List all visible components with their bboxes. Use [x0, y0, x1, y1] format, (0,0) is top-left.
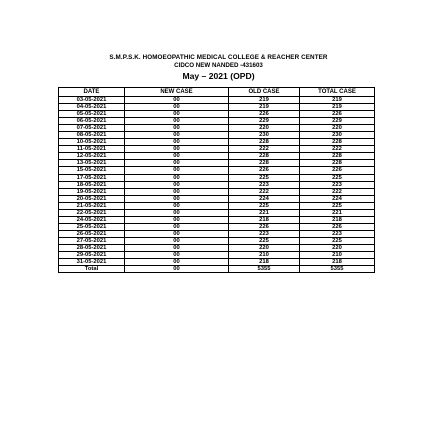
- total-case-cell: 230: [300, 132, 375, 139]
- old-case-cell: 228: [229, 153, 300, 160]
- old-case-cell: 223: [229, 181, 300, 188]
- old-case-cell: 230: [229, 132, 300, 139]
- table-row: [59, 160, 375, 167]
- table-row: [59, 153, 375, 160]
- date-cell: 25-05-2021: [59, 223, 125, 230]
- table-row: [59, 223, 375, 230]
- table-row: [59, 97, 375, 104]
- table-row: [59, 139, 375, 146]
- date-cell: 17-05-2021: [59, 174, 125, 181]
- table-row: [59, 125, 375, 132]
- date-cell: 07-05-2021: [59, 125, 125, 132]
- total-case-cell: 224: [300, 195, 375, 202]
- old-case-cell: 228: [229, 139, 300, 146]
- new-case-cell: 00: [125, 244, 229, 251]
- old-case-cell: 225: [229, 237, 300, 244]
- new-case-cell: 00: [125, 132, 229, 139]
- table-row: [59, 202, 375, 209]
- table-row: [59, 167, 375, 174]
- new-case-cell: 00: [125, 230, 229, 237]
- table-row: [59, 195, 375, 202]
- date-cell: 27-05-2021: [59, 237, 125, 244]
- date-cell: 18-05-2021: [59, 181, 125, 188]
- table-row: [59, 111, 375, 118]
- total-case-cell: 225: [300, 174, 375, 181]
- table-row: [59, 209, 375, 216]
- total-case-cell: 228: [300, 160, 375, 167]
- report-title: May – 2021 (OPD): [182, 71, 255, 81]
- table-row: [59, 118, 375, 125]
- old-case-cell: 219: [229, 97, 300, 104]
- total-total-case: 5355: [300, 266, 375, 273]
- total-case-cell: 219: [300, 97, 375, 104]
- new-case-cell: 00: [125, 111, 229, 118]
- total-case-cell: 220: [300, 125, 375, 132]
- new-case-cell: 00: [125, 104, 229, 111]
- old-case-cell: 225: [229, 202, 300, 209]
- old-case-cell: 225: [229, 174, 300, 181]
- table-row: [59, 146, 375, 153]
- column-header-total-case: TOTAL CASE: [300, 88, 375, 97]
- new-case-cell: 00: [125, 118, 229, 125]
- total-case-cell: 229: [300, 118, 375, 125]
- old-case-cell: 221: [229, 209, 300, 216]
- new-case-cell: 00: [125, 209, 229, 216]
- total-case-cell: 223: [300, 230, 375, 237]
- college-address: CIDCO NEW NANDED -431603: [174, 62, 263, 69]
- old-case-cell: 223: [229, 230, 300, 237]
- new-case-cell: 00: [125, 139, 229, 146]
- date-cell: 06-05-2021: [59, 118, 125, 125]
- date-cell: 28-05-2021: [59, 244, 125, 251]
- total-case-cell: 219: [300, 104, 375, 111]
- old-case-cell: 228: [229, 160, 300, 167]
- date-cell: 26-05-2021: [59, 230, 125, 237]
- table-row: [59, 132, 375, 139]
- total-row: [59, 266, 375, 273]
- table-row: [59, 181, 375, 188]
- total-case-cell: 222: [300, 188, 375, 195]
- old-case-cell: 222: [229, 146, 300, 153]
- table-row: [59, 104, 375, 111]
- date-cell: 20-05-2021: [59, 195, 125, 202]
- total-case-cell: 218: [300, 259, 375, 266]
- date-cell: 05-05-2021: [59, 111, 125, 118]
- new-case-cell: 00: [125, 188, 229, 195]
- table-row: [59, 188, 375, 195]
- old-case-cell: 219: [229, 104, 300, 111]
- total-case-cell: 220: [300, 244, 375, 251]
- total-case-cell: 226: [300, 111, 375, 118]
- old-case-cell: 224: [229, 195, 300, 202]
- total-case-cell: 228: [300, 153, 375, 160]
- column-header-date: DATE: [59, 88, 125, 97]
- old-case-cell: 226: [229, 167, 300, 174]
- total-new-case: 00: [125, 266, 229, 273]
- old-case-cell: 220: [229, 125, 300, 132]
- date-cell: 19-05-2021: [59, 188, 125, 195]
- new-case-cell: 00: [125, 223, 229, 230]
- total-case-cell: 218: [300, 216, 375, 223]
- new-case-cell: 00: [125, 125, 229, 132]
- table-header-row: [59, 88, 375, 97]
- total-case-cell: 223: [300, 181, 375, 188]
- new-case-cell: 00: [125, 252, 229, 259]
- total-case-cell: 228: [300, 139, 375, 146]
- total-case-cell: 222: [300, 146, 375, 153]
- table-row: [59, 259, 375, 266]
- old-case-cell: 226: [229, 223, 300, 230]
- total-case-cell: 225: [300, 237, 375, 244]
- old-case-cell: 229: [229, 118, 300, 125]
- old-case-cell: 220: [229, 244, 300, 251]
- table-row: [59, 237, 375, 244]
- date-cell: 13-05-2021: [59, 160, 125, 167]
- date-cell: 08-05-2021: [59, 132, 125, 139]
- new-case-cell: 00: [125, 237, 229, 244]
- date-cell: 24-05-2021: [59, 216, 125, 223]
- date-cell: 22-05-2021: [59, 209, 125, 216]
- table-row: [59, 230, 375, 237]
- old-case-cell: 218: [229, 259, 300, 266]
- new-case-cell: 00: [125, 167, 229, 174]
- date-cell: 31-05-2021: [59, 259, 125, 266]
- total-label: Total: [59, 266, 125, 273]
- new-case-cell: 00: [125, 216, 229, 223]
- opd-table: [58, 87, 375, 273]
- date-cell: 12-05-2021: [59, 153, 125, 160]
- column-header-new-case: NEW CASE: [125, 88, 229, 97]
- date-cell: 29-05-2021: [59, 252, 125, 259]
- total-case-cell: 221: [300, 209, 375, 216]
- total-old-case: 5355: [229, 266, 300, 273]
- total-case-cell: 226: [300, 223, 375, 230]
- old-case-cell: 226: [229, 111, 300, 118]
- total-case-cell: 225: [300, 202, 375, 209]
- date-cell: 04-05-2021: [59, 104, 125, 111]
- new-case-cell: 00: [125, 195, 229, 202]
- date-cell: 15-05-2021: [59, 167, 125, 174]
- old-case-cell: 210: [229, 252, 300, 259]
- new-case-cell: 00: [125, 202, 229, 209]
- date-cell: 11-05-2021: [59, 146, 125, 153]
- new-case-cell: 00: [125, 181, 229, 188]
- total-case-cell: 210: [300, 252, 375, 259]
- date-cell: 10-05-2021: [59, 139, 125, 146]
- new-case-cell: 00: [125, 259, 229, 266]
- table-row: [59, 174, 375, 181]
- new-case-cell: 00: [125, 97, 229, 104]
- new-case-cell: 00: [125, 146, 229, 153]
- old-case-cell: 218: [229, 216, 300, 223]
- new-case-cell: 00: [125, 153, 229, 160]
- total-case-cell: 226: [300, 167, 375, 174]
- table-row: [59, 216, 375, 223]
- table-row: [59, 252, 375, 259]
- college-name: S.M.P.S.K. HOMOEOPATHIC MEDICAL COLLEGE & REACHER CENTER: [109, 54, 328, 61]
- new-case-cell: 00: [125, 174, 229, 181]
- date-cell: 21-05-2021: [59, 202, 125, 209]
- date-cell: 03-05-2021: [59, 97, 125, 104]
- new-case-cell: 00: [125, 160, 229, 167]
- old-case-cell: 222: [229, 188, 300, 195]
- column-header-old-case: OLD CASE: [229, 88, 300, 97]
- table-row: [59, 244, 375, 251]
